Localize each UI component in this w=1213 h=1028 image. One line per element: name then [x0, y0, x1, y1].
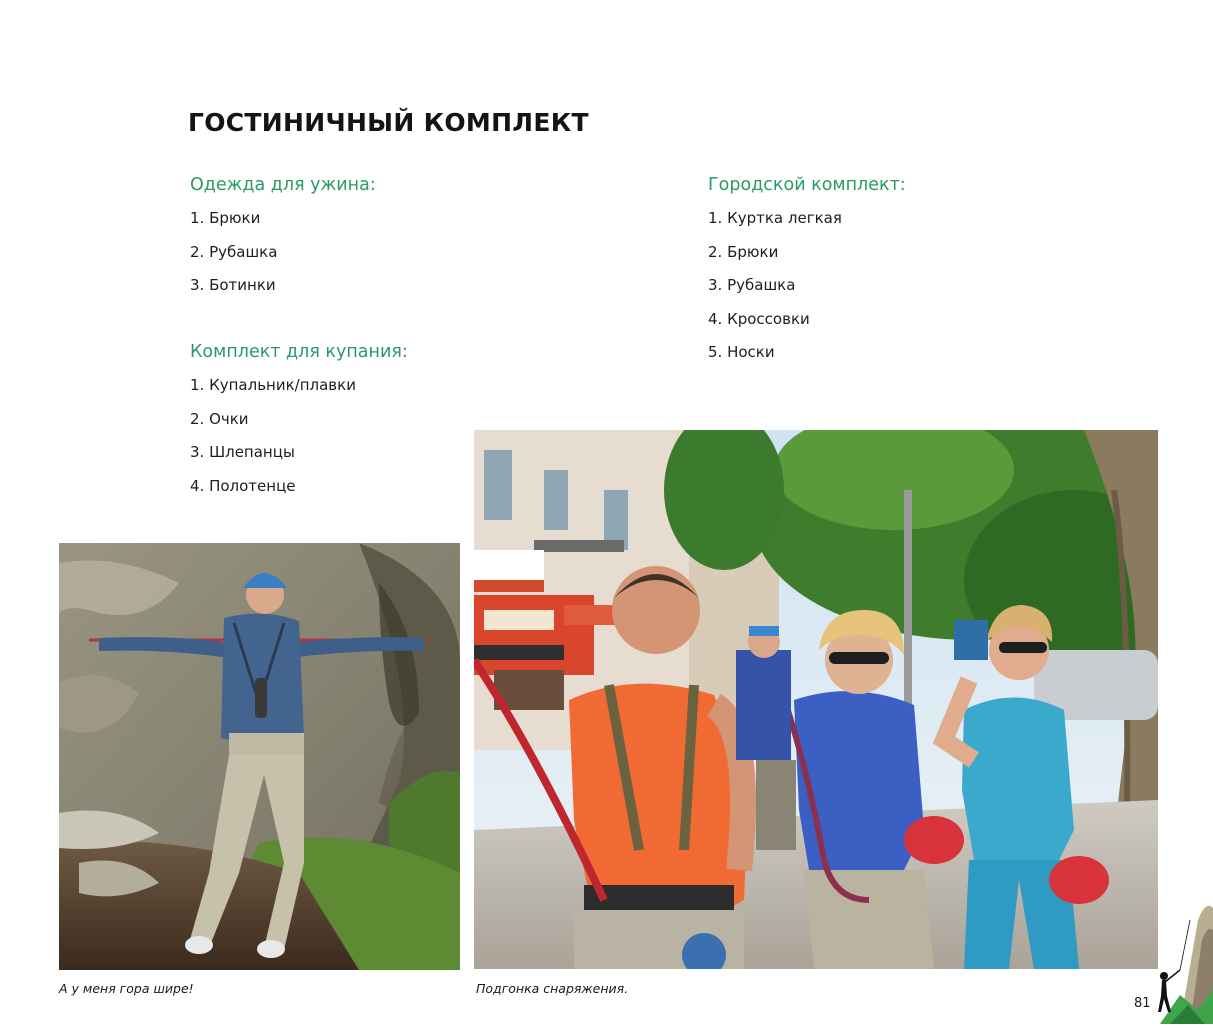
item-list: [708, 209, 906, 377]
page-number: 81: [1134, 996, 1151, 1011]
list-item: 4. Кроссовки: [708, 309, 810, 328]
item-list: [190, 376, 408, 510]
list-item: 1. Брюки: [190, 209, 261, 227]
page-title: ГОСТИНИЧНЫЙ КОМПЛЕКТ: [188, 108, 589, 137]
caption-left-photo: А у меня гора шире!: [59, 981, 194, 996]
list-item: 2. Рубашка: [190, 242, 278, 261]
section-swim-kit: [190, 342, 408, 510]
caption-right-photo: Подгонка снаряжения.: [476, 981, 629, 996]
photo-climber-on-rock: [59, 543, 460, 970]
item-list: [190, 209, 376, 310]
list-item: 1. Куртка легкая: [708, 209, 842, 227]
section-dinner-clothes: [190, 175, 376, 310]
list-item: 4. Полотенце: [190, 476, 296, 495]
section-heading: Комплект для купания:: [190, 342, 408, 362]
mountain-illustration: [1150, 900, 1213, 1024]
list-item: 1. Купальник/плавки: [190, 376, 356, 394]
list-item: 2. Брюки: [708, 242, 779, 261]
section-heading: Городской комплект:: [708, 175, 906, 195]
section-city-kit: [708, 175, 906, 377]
photo-gear-fitting: [474, 430, 1158, 969]
list-item: 3. Шлепанцы: [190, 443, 295, 461]
list-item: 3. Ботинки: [190, 276, 276, 294]
list-item: 5. Носки: [708, 343, 775, 361]
section-heading: Одежда для ужина:: [190, 175, 376, 195]
list-item: 3. Рубашка: [708, 276, 796, 294]
list-item: 2. Очки: [190, 409, 249, 428]
